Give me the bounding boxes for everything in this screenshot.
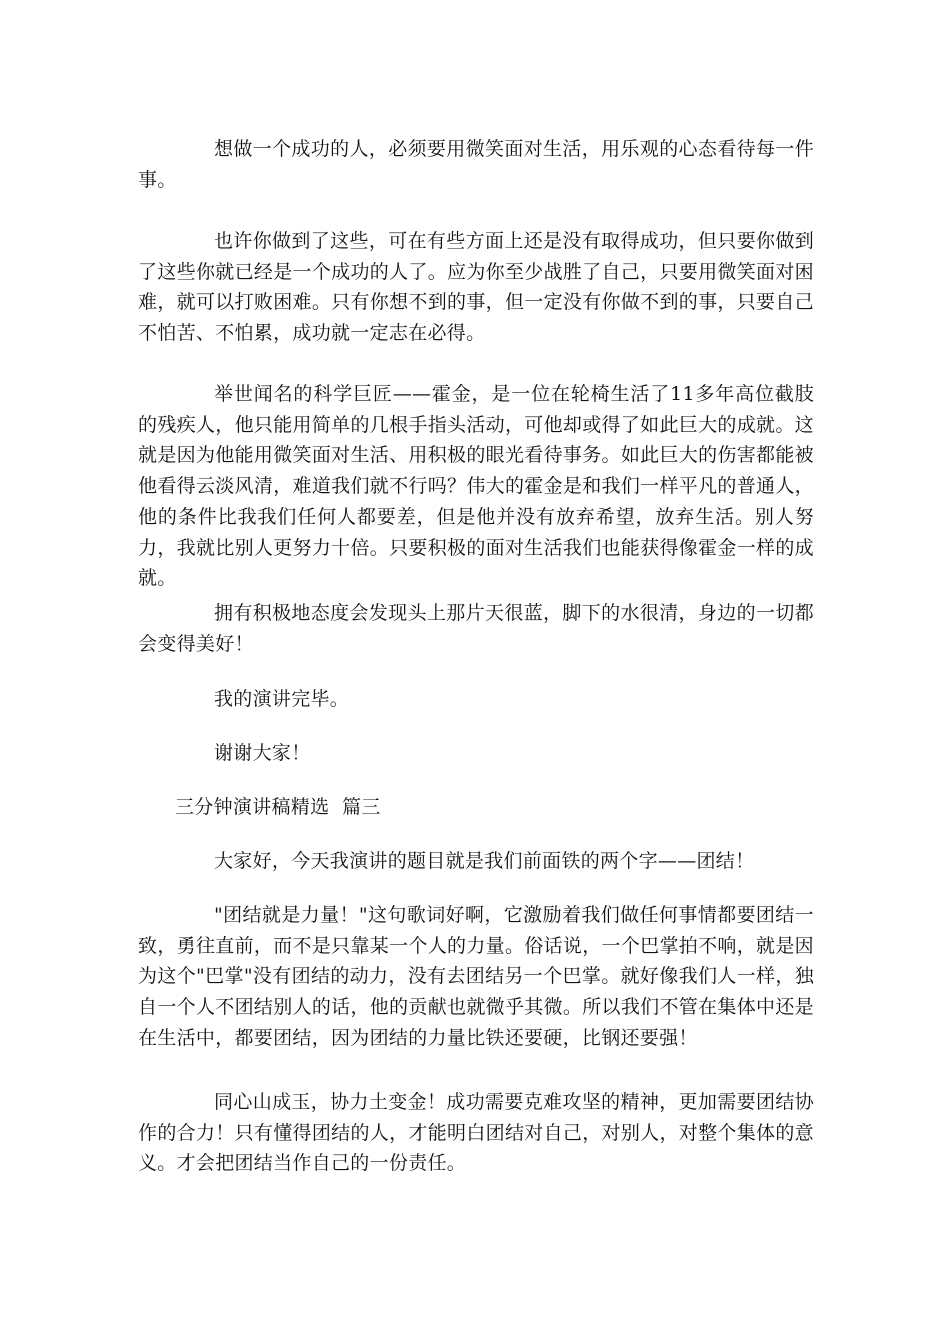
paragraph-positive-attitude: 拥有积极地态度会发现头上那片天很蓝，脚下的水很清，身边的一切都会变得美好！ [138,602,814,655]
paragraph-cooperation: 同心山成玉，协力土变金！成功需要克难攻坚的精神，更加需要团结协作的合力！只有懂得团结的人，才能明白团结对自己，对别人，对整个集体的意义。才会把团结当作自己的一份责任。 [138,1091,814,1175]
paragraph-unity-topic: 大家好，今天我演讲的题目就是我们前面铁的两个字——团结！ [214,850,755,872]
paragraph-already-successful: 也许你做到了这些，可在有些方面上还是没有取得成功，但只要你做到了这些你就已经是一个成功的人了。应为你至少战胜了自己，只要用微笑面对困难，就可以打败困难。只有你想不到的事，但一定没有你做不到的事，只要自己不怕苦、不怕累，成功就一定志在必得。 [138,230,814,345]
paragraph-speech-ended: 我的演讲完毕。 [214,688,350,710]
paragraph-thanks: 谢谢大家！ [214,742,311,764]
paragraph-unity-strength: "团结就是力量！"这句歌词好啊，它激励着我们做任何事情都要团结一致，勇往直前，而不是只靠某一个人的力量。俗话说，一个巴掌拍不响，就是因为这个"巴掌"没有团结的动力，没有去团结另一个巴掌。就好像我们人一样，独自一个人不团结别人的话，他的贡献也就微乎其微。所以我们不管在集体中还是在生活中，都要团结，因为团结的力量比铁还要硬，比钢还要强！ [138,904,814,1049]
paragraph-smile-success: 想做一个成功的人，必须要用微笑面对生活，用乐观的心态看待每一件事。 [138,138,814,191]
section-heading: 三分钟演讲稿精选 篇三 [175,796,381,818]
paragraph-hawking: 举世闻名的科学巨匠——霍金，是一位在轮椅生活了11多年高位截肢的残疾人，他只能用简单的几根手指头活动，可他却或得了如此巨大的成就。这就是因为他能用微笑面对生活、用积极的眼光看待事务。如此巨大的伤害都能被他看得云淡风清，难道我们就不行吗？伟大的霍金是和我们一样平凡的普通人，他的条件比我我们任何人都要差，但是他并没有放弃希望，放弃生活。别人努力，我就比别人更努力十倍。只要积极的面对生活我们也能获得像霍金一样的成就。 [138,383,814,590]
